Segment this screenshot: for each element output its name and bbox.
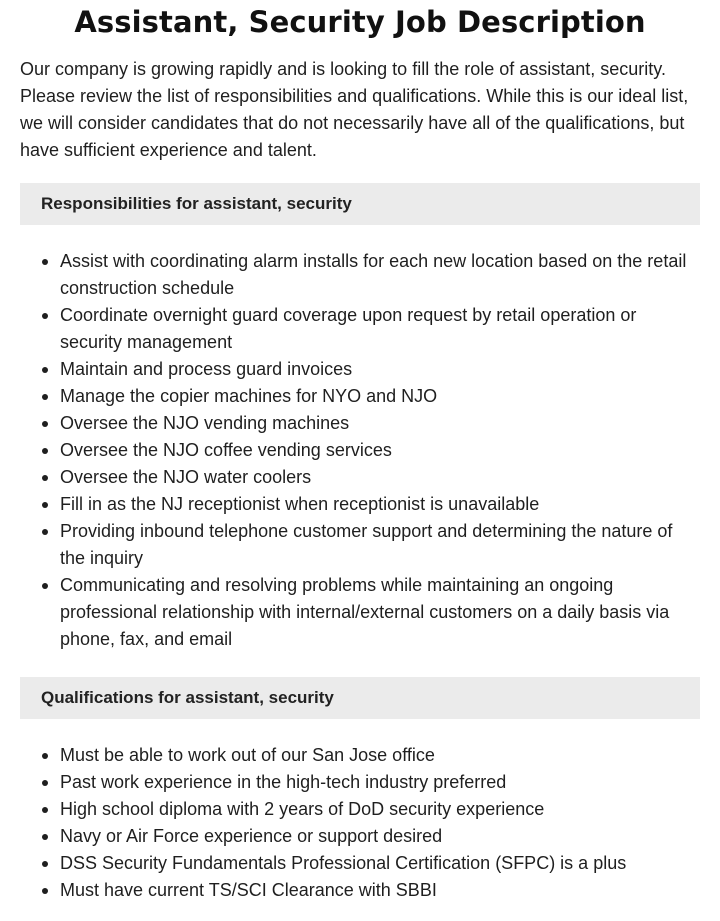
list-item bbox=[20, 769, 700, 796]
list-item bbox=[20, 877, 700, 904]
list-item bbox=[20, 823, 700, 850]
responsibilities-list bbox=[20, 248, 700, 653]
bullet-icon bbox=[42, 448, 48, 454]
list-item bbox=[20, 248, 700, 302]
bullet-icon bbox=[42, 807, 48, 813]
list-item bbox=[20, 464, 700, 491]
responsibilities-heading: Responsibilities for assistant, security bbox=[20, 183, 700, 225]
job-description-page bbox=[0, 4, 720, 904]
intro-paragraph: Our company is growing rapidly and is looking to fill the role of assistant, security. Please review the list of responsibilities and qualifications. While this is our ideal list, we will consider candidates that do not necessarily have all of the qualifications, but have sufficient experience and talent. bbox=[20, 59, 689, 160]
list-item bbox=[20, 850, 700, 877]
qualifications-list bbox=[20, 742, 700, 904]
bullet-icon bbox=[42, 529, 48, 535]
qualifications-heading: Qualifications for assistant, security bbox=[20, 677, 700, 719]
bullet-icon bbox=[42, 259, 48, 265]
list-item-text: Must be able to work out of our San Jose office bbox=[60, 745, 435, 765]
bullet-icon bbox=[42, 888, 48, 894]
list-item-text: Oversee the NJO coffee vending services bbox=[60, 440, 392, 460]
bullet-icon bbox=[42, 313, 48, 319]
bullet-icon bbox=[42, 475, 48, 481]
list-item-text: Past work experience in the high-tech industry preferred bbox=[60, 772, 507, 792]
list-item bbox=[20, 437, 700, 464]
list-item-text: Fill in as the NJ receptionist when receptionist is unavailable bbox=[60, 494, 540, 514]
list-item-text: Coordinate overnight guard coverage upon request by retail operation or security management bbox=[60, 305, 637, 352]
list-item-text: Navy or Air Force experience or support desired bbox=[60, 826, 443, 846]
list-item-text: Manage the copier machines for NYO and NJO bbox=[60, 386, 438, 406]
bullet-icon bbox=[42, 780, 48, 786]
list-item-text: Assist with coordinating alarm installs for each new location based on the retail construction schedule bbox=[60, 251, 687, 298]
list-item bbox=[20, 383, 700, 410]
page-title: Assistant, Security Job Description bbox=[74, 5, 646, 39]
list-item-text: Communicating and resolving problems while maintaining an ongoing professional relationship with internal/external customers on a daily basis via phone, fax, and email bbox=[60, 575, 670, 649]
list-item bbox=[20, 742, 700, 769]
list-item bbox=[20, 572, 700, 653]
list-item-text: Oversee the NJO water coolers bbox=[60, 467, 312, 487]
list-item bbox=[20, 491, 700, 518]
list-item-text: Providing inbound telephone customer support and determining the nature of the inquiry bbox=[60, 521, 673, 568]
list-item bbox=[20, 796, 700, 823]
bullet-icon bbox=[42, 753, 48, 759]
list-item bbox=[20, 356, 700, 383]
bullet-icon bbox=[42, 394, 48, 400]
list-item bbox=[20, 302, 700, 356]
bullet-icon bbox=[42, 421, 48, 427]
list-item-text: Oversee the NJO vending machines bbox=[60, 413, 350, 433]
list-item-text: Maintain and process guard invoices bbox=[60, 359, 353, 379]
bullet-icon bbox=[42, 861, 48, 867]
list-item bbox=[20, 410, 700, 437]
bullet-icon bbox=[42, 834, 48, 840]
list-item-text: High school diploma with 2 years of DoD security experience bbox=[60, 799, 545, 819]
list-item-text: DSS Security Fundamentals Professional Certification (SFPC) is a plus bbox=[60, 853, 627, 873]
list-item bbox=[20, 518, 700, 572]
bullet-icon bbox=[42, 367, 48, 373]
list-item-text: Must have current TS/SCI Clearance with SBBI bbox=[60, 880, 437, 900]
bullet-icon bbox=[42, 502, 48, 508]
bullet-icon bbox=[42, 583, 48, 589]
